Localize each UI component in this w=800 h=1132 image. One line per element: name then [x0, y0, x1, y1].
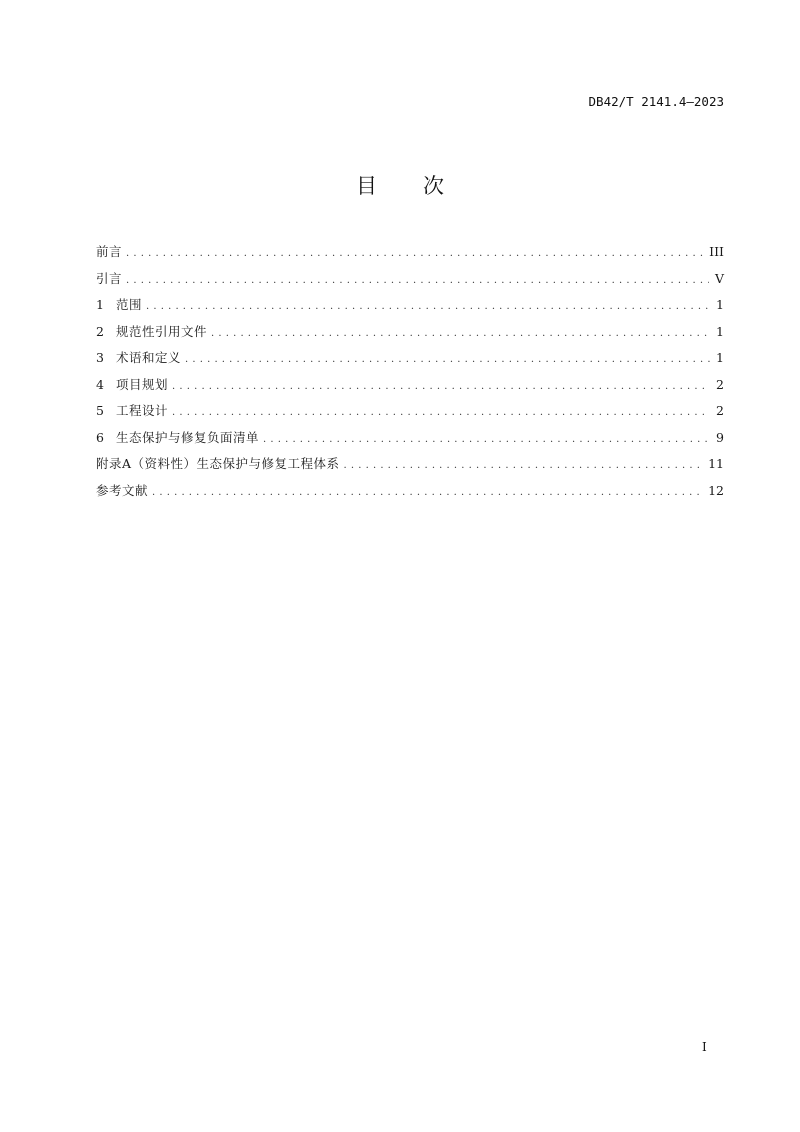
dot-leader [146, 297, 710, 317]
toc-entry-appendix-a[interactable] [96, 454, 724, 481]
toc-entry-page: III [709, 244, 724, 259]
toc-entry-engineering-design[interactable] [96, 401, 724, 428]
toc-entry-page: 11 [708, 456, 724, 471]
toc-entry-page: 9 [716, 429, 724, 445]
page-number: I [702, 1040, 707, 1054]
dot-leader [172, 377, 710, 397]
dot-leader [126, 271, 709, 291]
toc-entry-label: 参考文献 [96, 482, 149, 498]
table-of-contents [96, 242, 724, 507]
toc-entry-number: 3 [96, 350, 104, 365]
toc-entry-page: V [714, 270, 724, 286]
toc-entry-number: 1 [96, 297, 104, 312]
document-code-header: DB42/T 2141.4—2023 [588, 94, 724, 109]
toc-entry-project-planning[interactable] [96, 375, 724, 402]
toc-entry-scope[interactable] [96, 295, 724, 322]
toc-entry-page: 1 [716, 297, 724, 312]
toc-entry-label: 工程设计 [116, 403, 169, 418]
title-char-1: 目 [356, 174, 377, 198]
toc-entry-label: 附录A（资料性）生态保护与修复工程体系 [96, 456, 340, 471]
toc-entry-page: 12 [708, 482, 724, 498]
toc-entry-introduction[interactable] [96, 269, 724, 296]
dot-leader [263, 430, 710, 450]
toc-entry-page: 2 [716, 376, 724, 392]
toc-entry-page: 1 [716, 323, 724, 339]
title-char-2: 次 [423, 174, 444, 198]
dot-leader [185, 350, 710, 370]
toc-entry-label: 规范性引用文件 [116, 323, 208, 339]
toc-entry-number: 6 [96, 429, 104, 445]
dot-leader [152, 483, 702, 503]
toc-entry-number: 4 [96, 376, 104, 392]
toc-entry-label: 范围 [116, 297, 143, 312]
toc-entry-foreword[interactable] [96, 242, 724, 269]
toc-entry-bibliography[interactable] [96, 481, 724, 508]
toc-entry-terms-definitions[interactable] [96, 348, 724, 375]
toc-entry-page: 1 [716, 350, 724, 365]
toc-entry-page: 2 [716, 403, 724, 418]
toc-entry-label: 生态保护与修复负面清单 [116, 429, 260, 445]
toc-entry-number: 5 [96, 403, 104, 418]
toc-entry-label: 前言 [96, 244, 123, 259]
dot-leader [172, 403, 710, 423]
toc-entry-label: 项目规划 [116, 376, 169, 392]
dot-leader [344, 456, 703, 476]
dot-leader [126, 244, 703, 264]
toc-entry-label: 术语和定义 [116, 350, 182, 365]
toc-entry-normative-references[interactable] [96, 322, 724, 349]
dot-leader [211, 324, 710, 344]
toc-entry-negative-list[interactable] [96, 428, 724, 455]
toc-entry-label: 引言 [96, 270, 123, 286]
toc-entry-number: 2 [96, 323, 104, 339]
page-title [0, 170, 800, 200]
